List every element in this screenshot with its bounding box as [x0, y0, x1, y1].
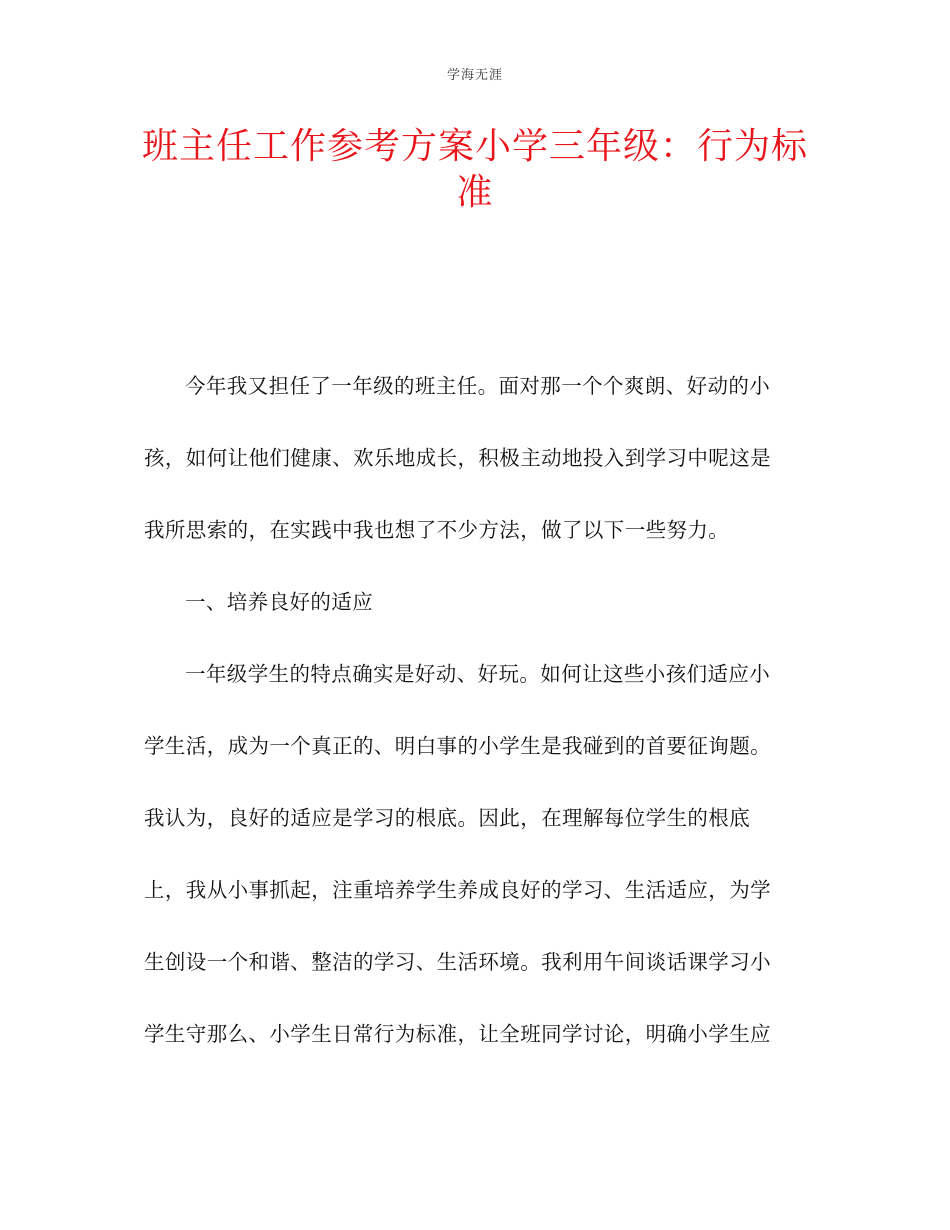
- paragraph-line: 学生守那么、小学生日常行为标准，让全班同学讨论，明确小学生应: [144, 1022, 771, 1046]
- paragraph-line: 孩，如何让他们健康、欢乐地成长，积极主动地投入到学习中呢这是: [144, 446, 771, 470]
- paragraph-line: 一年级学生的特点确实是好动、好玩。如何让这些小孩们适应小: [185, 662, 771, 686]
- page-header: 学海无涯: [446, 68, 503, 83]
- paragraph-line: 我所思索的，在实践中我也想了不少方法，做了以下一些努力。: [144, 518, 730, 542]
- document-body: [144, 364, 796, 1084]
- section-heading: 一、培养良好的适应: [185, 590, 374, 614]
- paragraph-line: 学生活，成为一个真正的、明白事的小学生是我碰到的首要征询题。: [144, 734, 771, 758]
- paragraph-line: 生创设一个和谐、整洁的学习、生活环境。我利用午间谈话课学习小: [144, 950, 771, 974]
- document-title-line-2: 准: [456, 172, 494, 213]
- document-title-line-1: 班主任工作参考方案小学三年级：行为标: [141, 126, 808, 167]
- document-title: [140, 124, 810, 216]
- paragraph-line: 我认为，良好的适应是学习的根底。因此，在理解每位学生的根底: [144, 806, 751, 830]
- paragraph-line: 上，我从小事抓起，注重培养学生养成良好的学习、生活适应，为学: [144, 878, 771, 902]
- paragraph-line: 今年我又担任了一年级的班主任。面对那一个个爽朗、好动的小: [185, 374, 771, 398]
